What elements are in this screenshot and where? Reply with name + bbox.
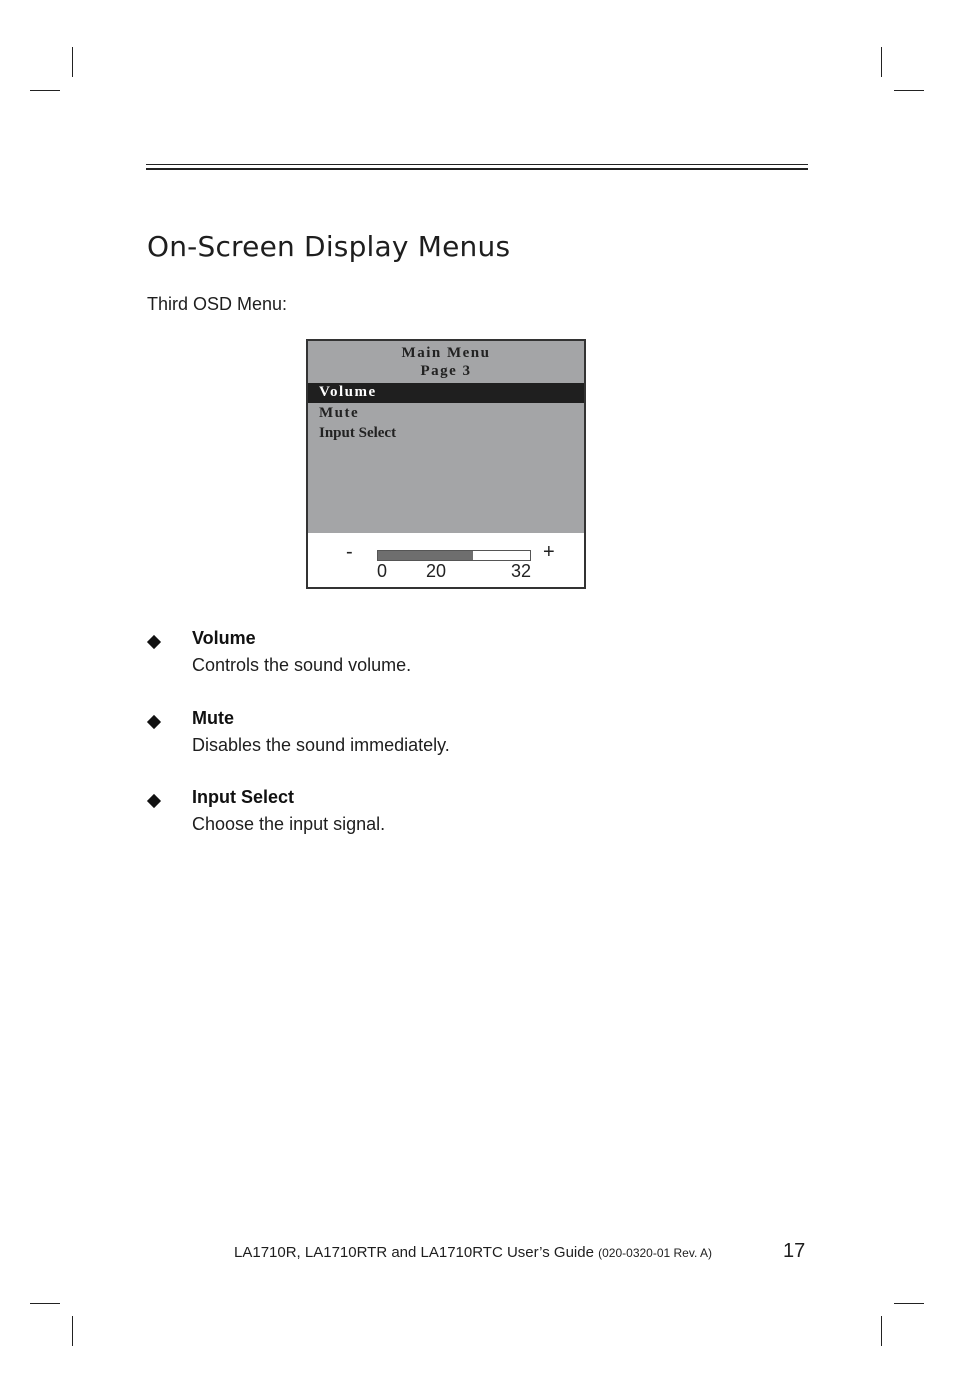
osd-page-label: Page 3 [420, 363, 472, 379]
list-item-title: Input Select [192, 787, 295, 807]
footer-guide-name: LA1710R, LA1710RTR and LA1710RTC User’s Guide [234, 1244, 594, 1261]
osd-item-volume-selected [308, 383, 584, 403]
osd-slider-min-label: 0 [377, 561, 388, 581]
crop-mark [30, 90, 60, 91]
list-item-description: Disables the sound immediately. [192, 735, 450, 755]
footer-doc-number: (020-0320-01 Rev. A) [598, 1246, 712, 1260]
osd-plus-sign: + [543, 541, 555, 563]
footer-guide-title [234, 1244, 712, 1261]
diamond-bullet-icon [147, 715, 161, 729]
list-item-description: Controls the sound volume. [192, 655, 412, 675]
osd-volume-slider [308, 533, 584, 587]
page-number: 17 [783, 1240, 806, 1262]
osd-slider-max-label: 32 [511, 561, 532, 581]
list-item-description: Choose the input signal. [192, 814, 386, 834]
list-item-title: Mute [192, 708, 234, 728]
header-rule [146, 168, 808, 170]
osd-item-label: Volume [319, 384, 377, 400]
osd-slider-value-label: 20 [426, 561, 447, 581]
osd-item-input-select: Input Select [319, 425, 397, 441]
list-item-title: Volume [192, 628, 256, 648]
osd-menu-figure [306, 339, 586, 589]
osd-minus-sign: - [346, 541, 353, 563]
crop-mark [894, 90, 924, 91]
crop-mark [30, 1303, 60, 1304]
crop-mark [894, 1303, 924, 1304]
crop-mark [72, 47, 73, 77]
page-title: On-Screen Display Menus [147, 230, 511, 263]
crop-mark [881, 1316, 882, 1346]
diamond-bullet-icon [147, 635, 161, 649]
crop-mark [881, 47, 882, 77]
intro-text: Third OSD Menu: [147, 294, 288, 314]
header-rule [146, 164, 808, 165]
osd-slider-fill [378, 551, 473, 560]
crop-mark [72, 1316, 73, 1346]
osd-title: Main Menu [401, 345, 491, 361]
osd-slider-track [377, 550, 531, 561]
osd-item-mute: Mute [319, 405, 360, 421]
diamond-bullet-icon [147, 794, 161, 808]
osd-screen [308, 341, 584, 533]
